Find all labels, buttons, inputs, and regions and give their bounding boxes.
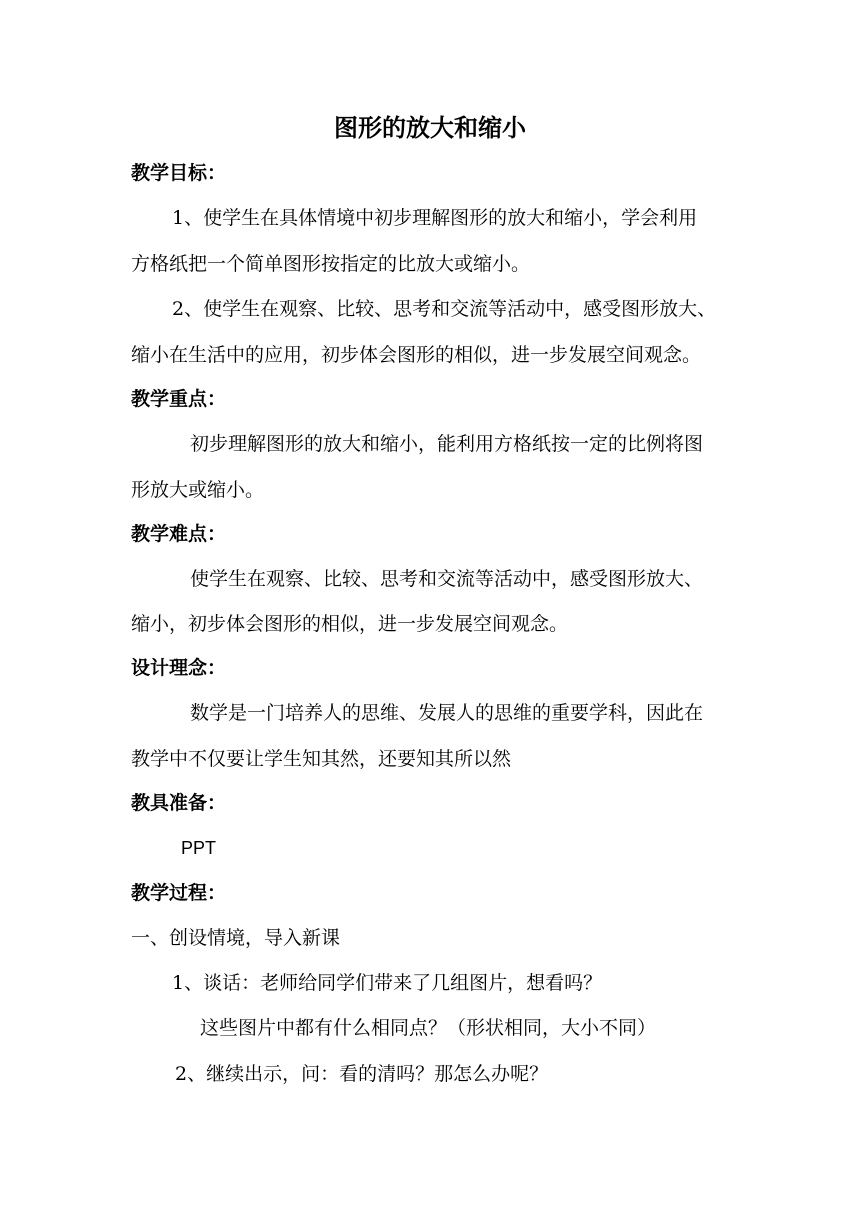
teaching-aids-heading: 教具准备：: [131, 792, 227, 814]
document-title: 图形的放大和缩小: [334, 114, 526, 142]
difficulties-heading: 教学难点：: [131, 523, 227, 545]
process-step-1: 1、谈话：老师给同学们带来了几组图片，想看吗？: [172, 972, 603, 994]
objective-1-line-2: 方格纸把一个简单图形按指定的比放大或缩小。: [131, 253, 531, 275]
objective-2-line-1: 2、使学生在观察、比较、思考和交流等活动中，感受图形放大、: [172, 298, 717, 320]
design-concept-line-1: 数学是一门培养人的思维、发展人的思维的重要学科，因此在: [190, 702, 704, 724]
process-step-2: 2、继续出示，问：看的清吗？那怎么办呢？: [175, 1063, 549, 1085]
key-points-heading: 教学重点：: [131, 388, 227, 410]
process-step-1-followup: 这些图片中都有什么相同点？（形状相同，大小不同）: [200, 1017, 657, 1039]
objective-2-line-2: 缩小在生活中的应用，初步体会图形的相似，进一步发展空间观念。: [131, 344, 702, 366]
difficulties-line-2: 缩小，初步体会图形的相似，进一步发展空间观念。: [131, 613, 569, 635]
teaching-aids-value: PPT: [181, 838, 217, 858]
key-points-line-1: 初步理解图形的放大和缩小，能利用方格纸按一定的比例将图: [190, 433, 704, 455]
difficulties-line-1: 使学生在观察、比较、思考和交流等活动中，感受图形放大、: [190, 568, 704, 590]
process-heading: 教学过程：: [131, 882, 227, 904]
design-concept-line-2: 教学中不仅要让学生知其然，还要知其所以然: [131, 748, 512, 770]
design-concept-heading: 设计理念：: [131, 657, 227, 679]
key-points-line-2: 形放大或缩小。: [131, 479, 265, 501]
objectives-heading: 教学目标：: [131, 162, 227, 184]
objective-1-line-1: 1、使学生在具体情境中初步理解图形的放大和缩小，学会利用: [172, 207, 698, 229]
process-section-1: 一、创设情境，导入新课: [131, 927, 341, 949]
